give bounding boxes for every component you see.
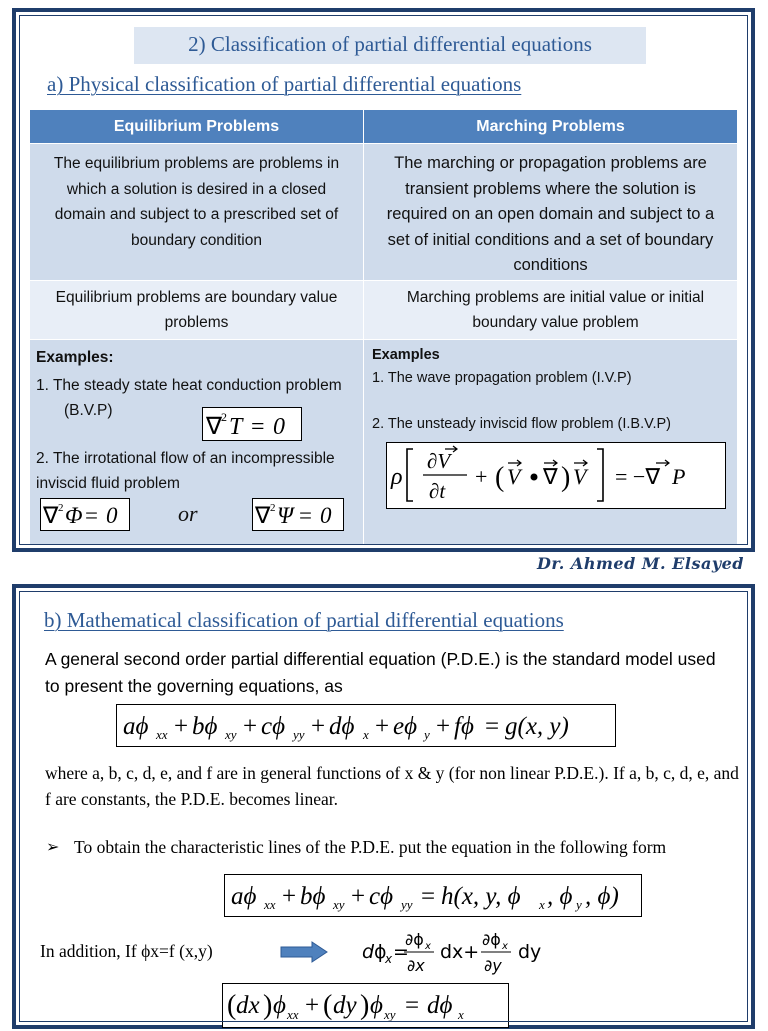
cell-marching-type: Marching problems are initial value or initial boundary value problem bbox=[364, 280, 738, 339]
svg-text:+: + bbox=[311, 713, 326, 740]
svg-text:g(x, y): g(x, y) bbox=[505, 713, 569, 740]
svg-text:dy: dy bbox=[333, 992, 357, 1019]
svg-text:=: = bbox=[299, 502, 312, 528]
author-signature: Dr. Ahmed M. Elsayed bbox=[536, 554, 744, 573]
svg-text:x: x bbox=[539, 897, 545, 912]
svg-text:2: 2 bbox=[221, 409, 227, 424]
svg-text:Φ: Φ bbox=[65, 502, 83, 528]
equation-laplace-temperature bbox=[202, 407, 302, 441]
svg-text:, ϕ: , ϕ bbox=[547, 883, 573, 910]
svg-text:yy: yy bbox=[401, 897, 413, 912]
svg-text:dϕ: dϕ bbox=[427, 992, 453, 1019]
svg-text:∂ϕ: ∂ϕ bbox=[482, 930, 501, 949]
svg-text:+: + bbox=[436, 713, 451, 740]
section-heading-mathematical: b) Mathematical classification of partial differential equations bbox=[44, 608, 564, 632]
cell-marching-definition: The marching or propagation problems are transient problems where the solution is required on an open domain and subject to a set of initial conditions and a set of boundary conditions bbox=[364, 144, 738, 281]
svg-text:V: V bbox=[507, 463, 521, 489]
svg-text:): ) bbox=[263, 990, 273, 1021]
svg-text:y: y bbox=[576, 897, 582, 912]
svg-text:yy: yy bbox=[293, 727, 305, 742]
svg-text:bϕ: bϕ bbox=[300, 883, 326, 910]
svg-text:h(x, y, ϕ: h(x, y, ϕ bbox=[441, 883, 521, 910]
svg-text:+: + bbox=[282, 883, 297, 910]
svg-text:xx: xx bbox=[264, 897, 276, 912]
equation-general-pde bbox=[116, 704, 616, 747]
header-equilibrium: Equilibrium Problems bbox=[30, 110, 364, 144]
svg-text:bϕ: bϕ bbox=[192, 713, 218, 740]
cell-equilibrium-definition: The equilibrium problems are problems in which a solution is desired in a closed domain and subject to a prescribed set of boundary condition bbox=[30, 144, 364, 281]
section-heading-physical: a) Physical classification of partial differential equations bbox=[47, 72, 522, 96]
svg-text:(: ( bbox=[227, 990, 237, 1021]
svg-text:+: + bbox=[305, 992, 320, 1019]
svg-text:x: x bbox=[425, 941, 431, 952]
svg-text:2: 2 bbox=[58, 501, 64, 514]
table-header-row bbox=[30, 110, 738, 144]
svg-text:=: = bbox=[251, 413, 265, 439]
svg-text:2: 2 bbox=[270, 501, 276, 514]
svg-text:0: 0 bbox=[273, 413, 285, 439]
equation-laplace-stream bbox=[252, 498, 344, 531]
svg-text:x: x bbox=[502, 941, 508, 952]
table-row-type bbox=[30, 280, 738, 339]
svg-text:+: + bbox=[375, 713, 390, 740]
svg-text:+: + bbox=[174, 713, 189, 740]
svg-text:∂ϕ: ∂ϕ bbox=[405, 930, 424, 949]
svg-text:aϕ: aϕ bbox=[123, 713, 149, 740]
svg-text:xy: xy bbox=[225, 727, 237, 742]
slide-title: 2) Classification of partial differential equations bbox=[188, 32, 592, 56]
svg-text:0: 0 bbox=[320, 502, 332, 528]
svg-text:∇: ∇ bbox=[543, 463, 558, 489]
slide-physical-classification bbox=[12, 8, 755, 552]
equation-laplace-potential bbox=[40, 498, 130, 531]
cell-marching-examples bbox=[364, 339, 738, 544]
right-arrow-icon bbox=[280, 941, 328, 963]
svg-text:(: ( bbox=[323, 990, 333, 1021]
intro-paragraph: A general second order partial differential equation (P.D.E.) is the standard model used to present the governing equations, as bbox=[45, 649, 716, 696]
svg-text:dx+: dx+ bbox=[440, 941, 480, 963]
svg-text:=: = bbox=[421, 883, 436, 910]
svg-text:P: P bbox=[672, 463, 686, 489]
svg-text:(: ( bbox=[495, 461, 505, 493]
svg-text:+: + bbox=[475, 463, 488, 489]
svg-text:∇: ∇ bbox=[255, 502, 271, 528]
examples-heading-left: Examples: bbox=[36, 348, 114, 366]
cell-equilibrium-examples bbox=[30, 339, 364, 544]
svg-text:cϕ: cϕ bbox=[369, 883, 394, 910]
svg-text:x: x bbox=[385, 952, 393, 966]
svg-text:y: y bbox=[424, 727, 430, 742]
slide-mathematical-classification bbox=[12, 584, 755, 1029]
svg-text:dy: dy bbox=[518, 941, 542, 963]
header-marching: Marching Problems bbox=[364, 110, 738, 144]
svg-text:V: V bbox=[573, 463, 587, 489]
equation-characteristic-form bbox=[224, 874, 642, 917]
svg-text:): ) bbox=[561, 461, 571, 493]
svg-text:ρ: ρ bbox=[391, 463, 403, 490]
svg-text:∂V: ∂V bbox=[427, 448, 451, 473]
svg-text:∂y: ∂y bbox=[484, 956, 502, 975]
where-paragraph: where a, b, c, d, e, and f are in general functions of x & y (for non linear P.D.E.). If a, b, c, d, e, and f are constants, the P.D.E. becomes linear. bbox=[45, 763, 739, 809]
svg-text:ϕ: ϕ bbox=[374, 941, 387, 963]
table-row-examples bbox=[30, 339, 738, 544]
svg-text:dx: dx bbox=[236, 992, 260, 1019]
equation-total-differential bbox=[360, 926, 600, 980]
svg-text:): ) bbox=[360, 990, 370, 1021]
svg-text:x: x bbox=[363, 727, 369, 742]
svg-text:+: + bbox=[243, 713, 258, 740]
example-irrotational-flow: 2. The irrotational flow of an incompressible inviscid fluid problem bbox=[36, 449, 335, 492]
svg-text:=: = bbox=[393, 941, 409, 963]
svg-text:∂t: ∂t bbox=[429, 478, 446, 503]
slide-title-box bbox=[134, 27, 646, 64]
or-word: or bbox=[178, 500, 198, 526]
bullet-arrow-icon: ➢ bbox=[46, 839, 60, 856]
example-wave-propagation: 1. The wave propagation problem (I.V.P) bbox=[372, 369, 632, 386]
svg-text:=: = bbox=[85, 502, 98, 528]
svg-text:ϕ: ϕ bbox=[370, 992, 383, 1019]
bullet-characteristic-lines: To obtain the characteristic lines of the P.D.E. put the equation in the following form bbox=[74, 837, 667, 857]
svg-text:xx: xx bbox=[156, 727, 168, 742]
svg-text:=: = bbox=[405, 992, 420, 1019]
svg-text:aϕ: aϕ bbox=[231, 883, 257, 910]
svg-text:, ϕ): , ϕ) bbox=[585, 883, 619, 910]
svg-text:= −∇: = −∇ bbox=[615, 463, 661, 489]
svg-text:dϕ: dϕ bbox=[329, 713, 355, 740]
svg-text:xx: xx bbox=[287, 1007, 299, 1022]
svg-text:cϕ: cϕ bbox=[261, 713, 286, 740]
svg-text:Ψ: Ψ bbox=[277, 502, 294, 528]
classification-table bbox=[30, 110, 738, 544]
svg-text:∂x: ∂x bbox=[407, 956, 425, 975]
svg-text:T: T bbox=[229, 413, 243, 439]
addition-text: In addition, If ϕx=f (x,y) bbox=[40, 941, 213, 961]
example-unsteady-flow: 2. The unsteady inviscid flow problem (I.B.V.P) bbox=[372, 415, 672, 432]
svg-text:fϕ: fϕ bbox=[454, 713, 474, 740]
svg-text:0: 0 bbox=[106, 502, 118, 528]
svg-text:xy: xy bbox=[384, 1007, 396, 1022]
svg-text:eϕ: eϕ bbox=[393, 713, 418, 740]
svg-text:xy: xy bbox=[333, 897, 345, 912]
svg-text:=: = bbox=[485, 713, 500, 740]
example-heat-conduction: 1. The steady state heat conduction problem (B.V.P) bbox=[36, 376, 342, 419]
svg-text:∇: ∇ bbox=[206, 413, 223, 439]
svg-text:∇: ∇ bbox=[43, 502, 59, 528]
table-row-definition bbox=[30, 144, 738, 281]
svg-text:x: x bbox=[458, 1007, 464, 1022]
svg-text:+: + bbox=[351, 883, 366, 910]
equation-dphi-x bbox=[222, 983, 509, 1028]
examples-heading-right: Examples bbox=[372, 346, 440, 363]
cell-equilibrium-type: Equilibrium problems are boundary value problems bbox=[30, 280, 364, 339]
svg-text:d: d bbox=[362, 941, 375, 963]
equation-euler-momentum bbox=[386, 442, 726, 509]
svg-text:ϕ: ϕ bbox=[273, 992, 286, 1019]
